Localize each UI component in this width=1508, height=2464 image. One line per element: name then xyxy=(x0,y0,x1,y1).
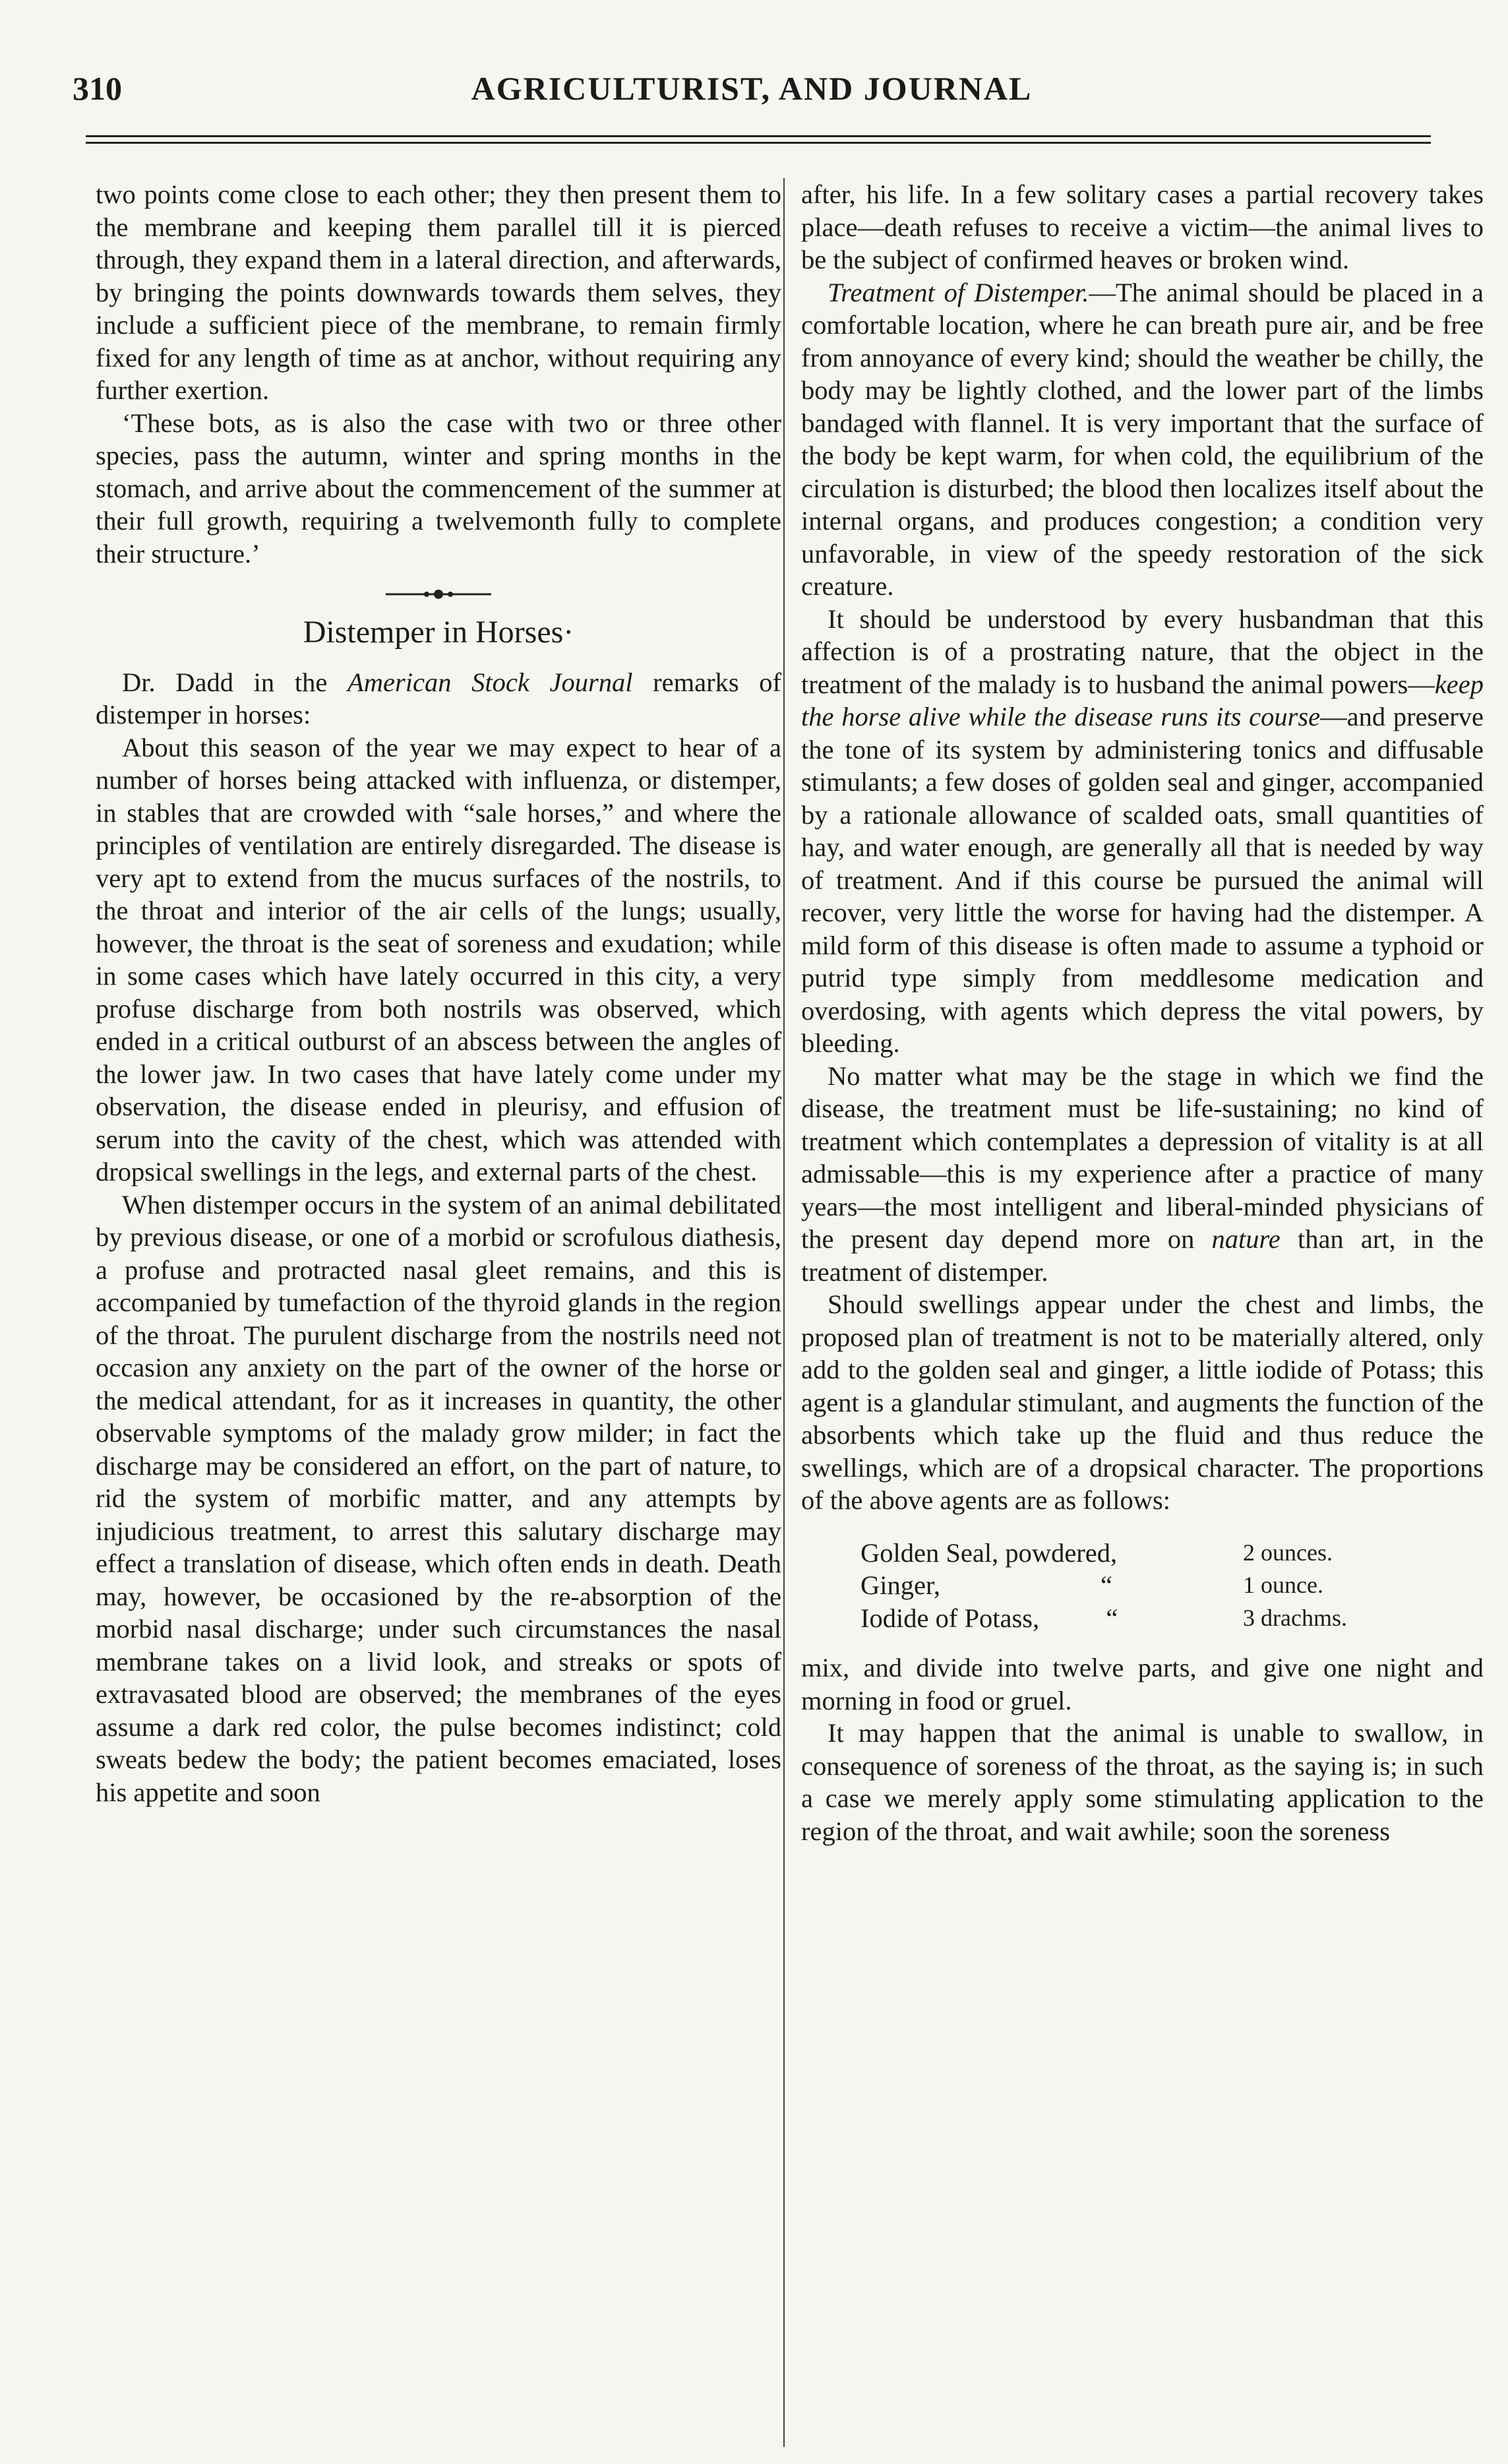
page-header xyxy=(73,63,1431,115)
paragraph: Should swellings appear under the chest and limbs, the proposed plan of treatment is not to be materially altered, only add to the golden seal and ginger, a little iodide of Potass; this agent is a glandular stimulant, and augments the function of the absorbents which take up the fluid and thus reduce the swellings, which are of a dropsical character. The proportions of the above agents are as follows: xyxy=(801,1289,1484,1515)
text: —The animal should be placed in a comfortable location, where he can breath pure air, and be free from annoyance of every kind; should the weather be chilly, the body may be lightly clothed, and the lower part of the limbs bandaged with flannel. It is very important that the surface of the body be kept warm, for when cold, the equilibrium of the circulation is disturbed; the blood then localizes itself about the internal organs, and produces congestion; a condition very unfavorable, in view of the speedy restoration of the sick creature. xyxy=(801,277,1484,601)
paragraph: ‘These bots, as is also the case with two or three other species, pass the autumn, winter and spring months in the stomach, and arrive about the commencement of the summer at their full growth, requiring a twelvemonth fully to complete their structure.’ xyxy=(96,408,781,569)
recipe-item: Ginger, “ xyxy=(860,1570,1112,1600)
recipe-item: Iodide of Potass, “ xyxy=(860,1603,1118,1633)
paragraph: When distemper occurs in the system of an animal debilitated by previous disease, or one of a morbid or scrofulous diathesis, a profuse and protracted nasal gleet remains, and this is accompanied by tumefaction of the thyroid glands in the region of the throat. The purulent discharge from the nostrils need not occasion any anxiety on the part of the owner of the horse or the medical attendant, for as it increases in quantity, the other observable symptoms of the malady grow milder; in fact the discharge may be considered an effort, on the part of nature, to rid the system of morbific matter, and any attempts by injudicious treatment, to arrest this salutary discharge may effect a translation of disease, which often ends in death. Death may, however, be occasioned by the re-absorption of the morbid nasal discharge; under such circumstances the nasal membrane takes on a livid look, and streaks or spots of extravasated blood are observed; the membranes of the eyes assume a dark red color, the pulse becomes indistinct; cold sweats bedew the body; the patient becomes emaciated, loses his appetite and soon xyxy=(96,1189,781,1807)
right-column xyxy=(801,178,1484,1847)
paragraph xyxy=(801,276,1484,603)
paragraph xyxy=(96,666,781,731)
recipe-item: Golden Seal, powdered, xyxy=(860,1537,1118,1568)
recipe-quantity: 1 ounce. xyxy=(1243,1572,1323,1598)
double-rule-divider xyxy=(86,135,1431,144)
paragraph xyxy=(801,1060,1484,1289)
paragraph: About this season of the year we may expect to hear of a number of horses being attacked with influenza, or distemper, in stables that are crowded with “sale horses,” and where the principles of ventilation are entirely disregarded. The disease is very apt to extend from the mucus surfaces of the nostrils, to the throat and interior of the air cells of the lungs; usually, however, the throat is the seat of soreness and exudation; while in some cases which have lately occurred in this city, a very profuse discharge from both nostrils was observed, which ended in a critical outburst of an abscess between the angles of the lower jaw. In two cases that have lately come under my observation, the disease ended in pleurisy, and effusion of serum into the cavity of the chest, which was attended with dropsical swellings in the legs, and external parts of the chest. xyxy=(96,732,781,1186)
recipe-row xyxy=(860,1569,1484,1602)
text: No matter what may be the stage in which we find the disease, the treatment must be life-sustaining; no kind of treatment which contemplates a depression of vitality is at all admissable—this is my experience after a practice of many years—the most intelligent and liberal-minded physicians of the present day depend more on xyxy=(801,1061,1484,1254)
recipe-table xyxy=(860,1537,1484,1635)
text: than art, in the treatment of distemper. xyxy=(801,1224,1484,1287)
text: —and preserve the tone of its system by administering tonics and diffusable stimulants; a few doses of golden seal and ginger, accompanied by a rationale allowance of scalded oats, small quantities of hay, and water enough, are generally all that is needed by way of treatment. And if this course be pursued the animal will recover, very little the worse for having had the distemper. A mild form of this disease is often made to assume a typhoid or putrid type simply from meddlesome medication and overdosing, with agents which depress the vital powers, by bleeding. xyxy=(801,702,1484,1058)
emphasis: keep the horse alive while the disease runs its course xyxy=(801,669,1484,731)
paragraph: mix, and divide into twelve parts, and give one night and morning in food or gruel. xyxy=(801,1653,1484,1715)
page-number: 310 xyxy=(73,70,122,107)
source-title: American Stock Journal xyxy=(347,667,633,697)
emphasis: nature xyxy=(1211,1224,1281,1254)
section-title: Distemper in Horses· xyxy=(303,615,574,650)
recipe-quantity: 3 drachms. xyxy=(1243,1604,1347,1631)
text: remarks of distemper in horses: xyxy=(96,667,781,729)
text: It should be understood by every husbandman that this affection is of a prostrating nature, that the object in the treatment of the malady is to husband the animal powers— xyxy=(801,603,1484,699)
recipe-quantity: 2 ounces. xyxy=(1243,1539,1333,1566)
recipe-row xyxy=(860,1602,1484,1635)
column-divider xyxy=(783,178,785,2447)
recipe-row xyxy=(860,1537,1484,1570)
paragraph xyxy=(801,603,1484,1060)
paragraph: It may happen that the animal is unable to swallow, in consequence of soreness of the throat, as the saying is; in such a case we merely apply some stimulating application to the region of the throat, and wait awhile; soon the soreness xyxy=(801,1718,1484,1846)
text: Dr. Dadd in the xyxy=(122,667,347,697)
subheading: Treatment of Distemper. xyxy=(828,277,1089,307)
left-column xyxy=(96,178,781,1808)
ornament-divider-icon xyxy=(96,584,781,604)
running-head: AGRICULTURIST, AND JOURNAL xyxy=(471,70,1033,107)
paragraph: after, his life. In a few solitary cases a partial recovery takes place—death refuses to receive a victim—the animal lives to be the subject of confirmed heaves or broken wind. xyxy=(801,179,1484,274)
paragraph: two points come close to each other; they then present them to the membrane and keeping them parallel till it is pierced through, they expand them in a lateral direction, and afterwards, by bringing the points downwards towards them selves, they include a sufficient piece of the membrane, to remain firmly fixed for any length of time as at anchor, without requiring any further exertion. xyxy=(96,179,781,405)
